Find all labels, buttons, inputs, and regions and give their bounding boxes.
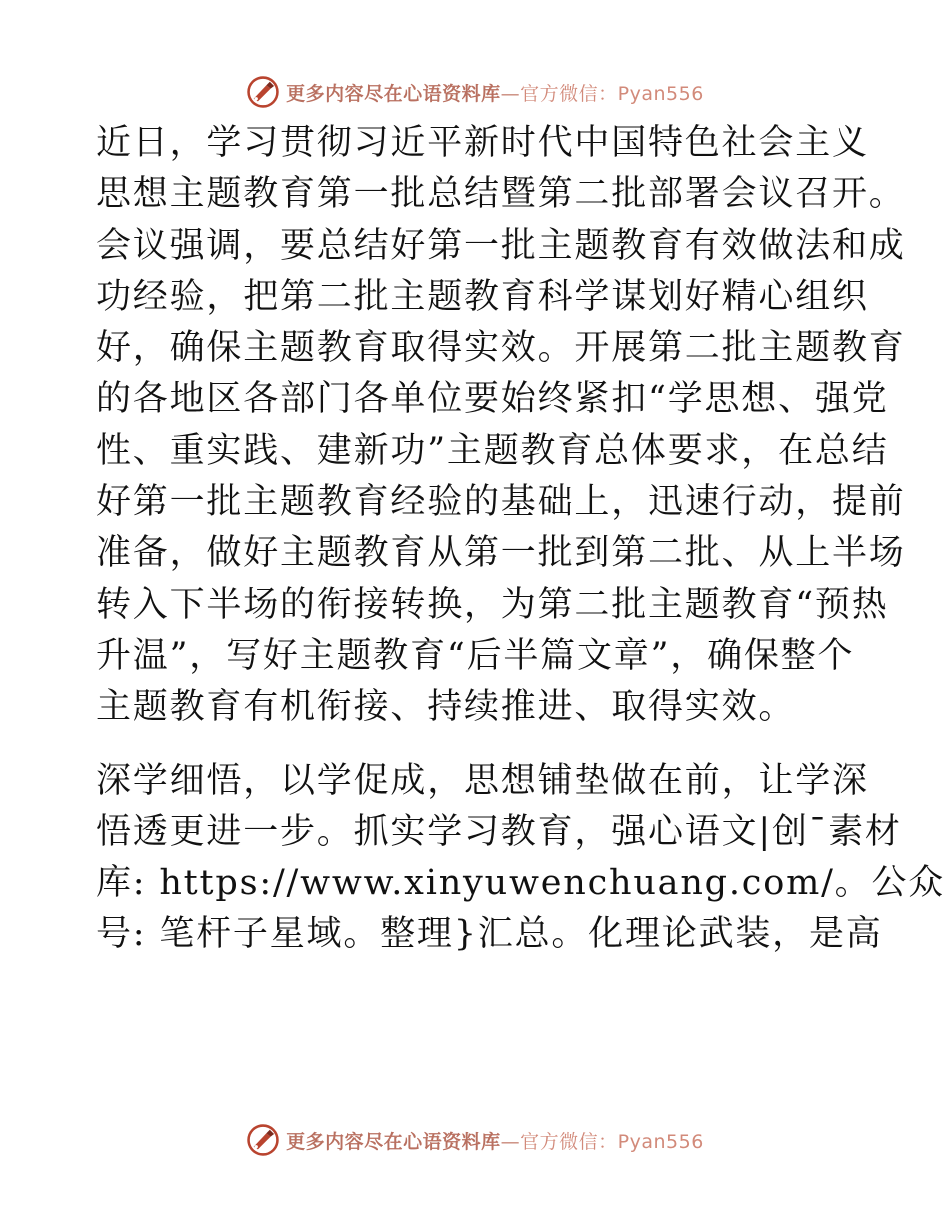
paragraph-1: [96, 118, 906, 734]
watermark-wechat: 官方微信：Pyan556: [520, 1130, 704, 1153]
text-line: 好第一批主题教育经验的基础上，迅速行动，提前: [96, 482, 906, 523]
footer-watermark: [0, 1120, 950, 1160]
document-body: [96, 118, 946, 961]
header-watermark: [0, 72, 950, 112]
text-line: 好，确保主题教育取得实效。开展第二批主题教育: [96, 328, 906, 369]
text-line: 号: 笔杆子星域。整理}汇总。化理论武装，是高: [96, 914, 883, 955]
pen-logo-icon: [246, 75, 280, 109]
watermark-text: [286, 79, 704, 106]
watermark-brand: 更多内容尽在心语资料库: [286, 1130, 501, 1153]
watermark-separator: —: [500, 82, 521, 105]
text-line: 的各地区各部门各单位要始终紧扣“学思想、强党: [96, 379, 889, 420]
text-line: 转入下半场的衔接转换，为第二批主题教育“预热: [96, 584, 889, 625]
text-line: 会议强调，要总结好第一批主题教育有效做法和成: [96, 225, 906, 266]
text-line: 主题教育有机衔接、持续推进、取得实效。: [96, 687, 796, 728]
text-line: 库: https://www.xinyuwenchuang.com/。公众: [96, 863, 946, 904]
paragraph-2: [96, 756, 946, 961]
text-line: 准备，做好主题教育从第一批到第二批、从上半场: [96, 533, 906, 574]
text-line: 性、重实践、建新功”主题教育总体要求，在总结: [96, 430, 889, 471]
watermark-text: [286, 1127, 704, 1154]
paragraph-spacer: [96, 734, 856, 756]
text-line: 升温”，写好主题教育“后半篇文章”，确保整个: [96, 635, 855, 676]
text-line: 思想主题教育第一批总结暨第二批部署会议召开。: [96, 174, 906, 215]
text-line: 悟透更进一步。抓实学习教育，强心语文|创¯素材: [96, 811, 902, 852]
text-line: 功经验，把第二批主题教育科学谋划好精心组织: [96, 276, 869, 317]
watermark-brand: 更多内容尽在心语资料库: [286, 82, 501, 105]
watermark-wechat: 官方微信：Pyan556: [520, 82, 704, 105]
pen-logo-icon: [246, 1123, 280, 1157]
watermark-separator: —: [500, 1130, 521, 1153]
text-line: 近日，学习贯彻习近平新时代中国特色社会主义: [96, 123, 869, 163]
text-line: 深学细悟，以学促成，思想铺垫做在前，让学深: [96, 760, 869, 801]
